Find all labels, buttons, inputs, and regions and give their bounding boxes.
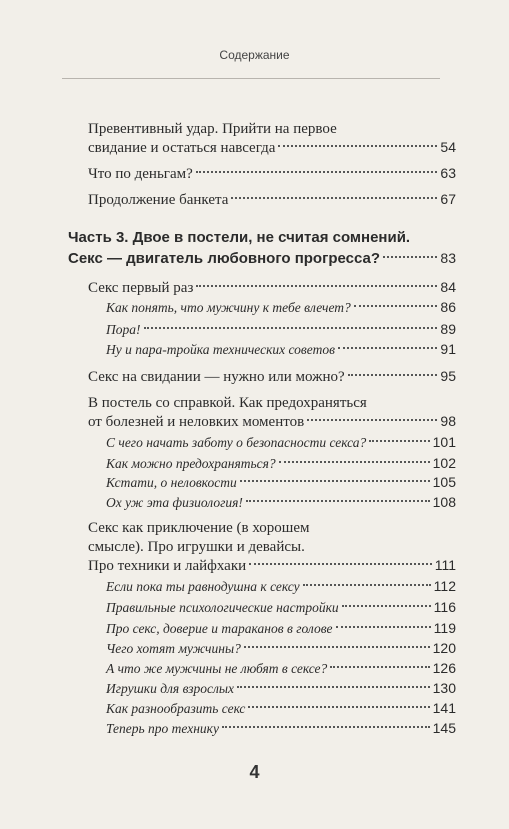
- toc-entry-title: Правильные психологические настройки: [106, 600, 339, 615]
- toc-page-number: 86: [440, 299, 456, 315]
- toc-page-number: 63: [440, 165, 456, 181]
- toc-entry[interactable]: [88, 135, 456, 160]
- dot-leader: [196, 285, 437, 287]
- dot-leader: [279, 461, 430, 463]
- dot-leader: [196, 171, 438, 173]
- toc-entry-title: Кстати, о неловкости: [106, 475, 237, 490]
- toc-part-entry[interactable]: [68, 246, 456, 271]
- toc-entry-title: Про техники и лайфхаки: [88, 558, 247, 574]
- toc-page-number: 126: [432, 660, 456, 676]
- dot-leader: [338, 347, 437, 349]
- toc-subentry[interactable]: [106, 716, 456, 741]
- dot-leader: [348, 374, 438, 376]
- toc-subentry[interactable]: [106, 490, 456, 515]
- dot-leader: [303, 584, 431, 586]
- toc-page-number: 54: [440, 139, 456, 155]
- toc-entry-title: Секс — двигатель любовного прогресса?: [68, 250, 381, 267]
- toc-page-number: 89: [440, 321, 456, 337]
- toc-page-number: 130: [432, 680, 456, 696]
- dot-leader: [237, 686, 430, 688]
- toc-entry-title: Продолжение банкета: [88, 192, 229, 208]
- toc-entry-line: смысле). Про игрушки и девайсы.: [88, 539, 305, 555]
- toc-entry-title: Теперь про технику: [106, 721, 219, 736]
- toc-subentry[interactable]: [106, 337, 456, 362]
- toc-entry-title: Секс первый раз: [88, 280, 194, 296]
- toc-page-number: 67: [440, 191, 456, 207]
- dot-leader: [248, 706, 429, 708]
- toc-entry-title: от болезней и неловких моментов: [88, 414, 305, 430]
- toc-page-number: 101: [432, 434, 456, 450]
- toc-entry-title: А что же мужчины не любят в сексе?: [106, 661, 328, 676]
- toc-entry-title: Ох уж эта физиология!: [106, 495, 243, 510]
- dot-leader: [330, 666, 429, 668]
- toc-page-number: 105: [432, 474, 456, 490]
- toc-page-number: 102: [432, 455, 456, 471]
- toc-page-number: 112: [433, 578, 456, 594]
- toc-entry-title: Секс на свидании — нужно или можно?: [88, 369, 345, 385]
- toc-entry-line: Секс как приключение (в хорошем: [88, 520, 310, 536]
- toc-page-number: 84: [440, 279, 456, 295]
- toc-page-number: 120: [432, 640, 456, 656]
- dot-leader: [369, 440, 429, 442]
- toc-entry-title: свидание и остаться навсегда: [88, 140, 276, 156]
- toc-page-number: 91: [440, 341, 456, 357]
- toc-page-number: 119: [433, 620, 456, 636]
- toc-entry-title: Ну и пара-тройка технических советов: [106, 342, 335, 357]
- toc-entry-line: В постель со справкой. Как предохраняться: [88, 395, 367, 411]
- dot-leader: [246, 500, 430, 502]
- dot-leader: [278, 145, 437, 147]
- dot-leader: [144, 327, 438, 329]
- dot-leader: [231, 197, 437, 199]
- toc-entry-title: Про секс, доверие и тараканов в голове: [106, 621, 333, 636]
- dot-leader: [240, 480, 430, 482]
- toc-entry-title: Если пока ты равнодушна к сексу: [106, 579, 300, 594]
- dot-leader: [383, 256, 437, 258]
- toc-entry-title: Как можно предохраняться?: [106, 456, 276, 471]
- toc-entry[interactable]: [88, 364, 456, 389]
- toc-entry-line: Превентивный удар. Прийти на первое: [88, 121, 337, 137]
- toc-entry-title: Игрушки для взрослых: [106, 681, 235, 696]
- dot-leader: [336, 626, 431, 628]
- dot-leader: [244, 646, 430, 648]
- toc-entry-title: Что по деньгам?: [88, 166, 193, 182]
- toc-entry[interactable]: [88, 187, 456, 212]
- dot-leader: [307, 419, 437, 421]
- page-number: 4: [249, 762, 260, 782]
- toc-entry-title: С чего начать заботу о безопасности секса?: [106, 435, 367, 450]
- toc-entry-title: Пора!: [106, 322, 141, 337]
- running-header: Содержание: [219, 48, 290, 62]
- toc-entry-title: Как понять, что мужчину к тебе влечет?: [106, 300, 351, 315]
- dot-leader: [222, 726, 430, 728]
- toc-page-number: 98: [440, 413, 456, 429]
- dot-leader: [249, 563, 432, 565]
- toc-page-number: 145: [432, 720, 456, 736]
- part-title-line: Часть 3. Двое в постели, не считая сомнений.: [68, 229, 411, 246]
- toc-entry-title: Чего хотят мужчины?: [106, 641, 241, 656]
- toc-entry[interactable]: [88, 161, 456, 186]
- toc-entry-title: Как разнообразить секс: [106, 701, 246, 716]
- toc-page-number: 95: [440, 368, 456, 384]
- toc-page-number: 116: [433, 599, 456, 615]
- toc-page-number: 111: [434, 557, 456, 573]
- header-rule: [62, 78, 440, 79]
- dot-leader: [342, 605, 431, 607]
- toc-page-number: 141: [432, 700, 456, 716]
- dot-leader: [354, 305, 438, 307]
- toc-page-number: 108: [432, 494, 456, 510]
- toc-page-number: 83: [440, 250, 456, 266]
